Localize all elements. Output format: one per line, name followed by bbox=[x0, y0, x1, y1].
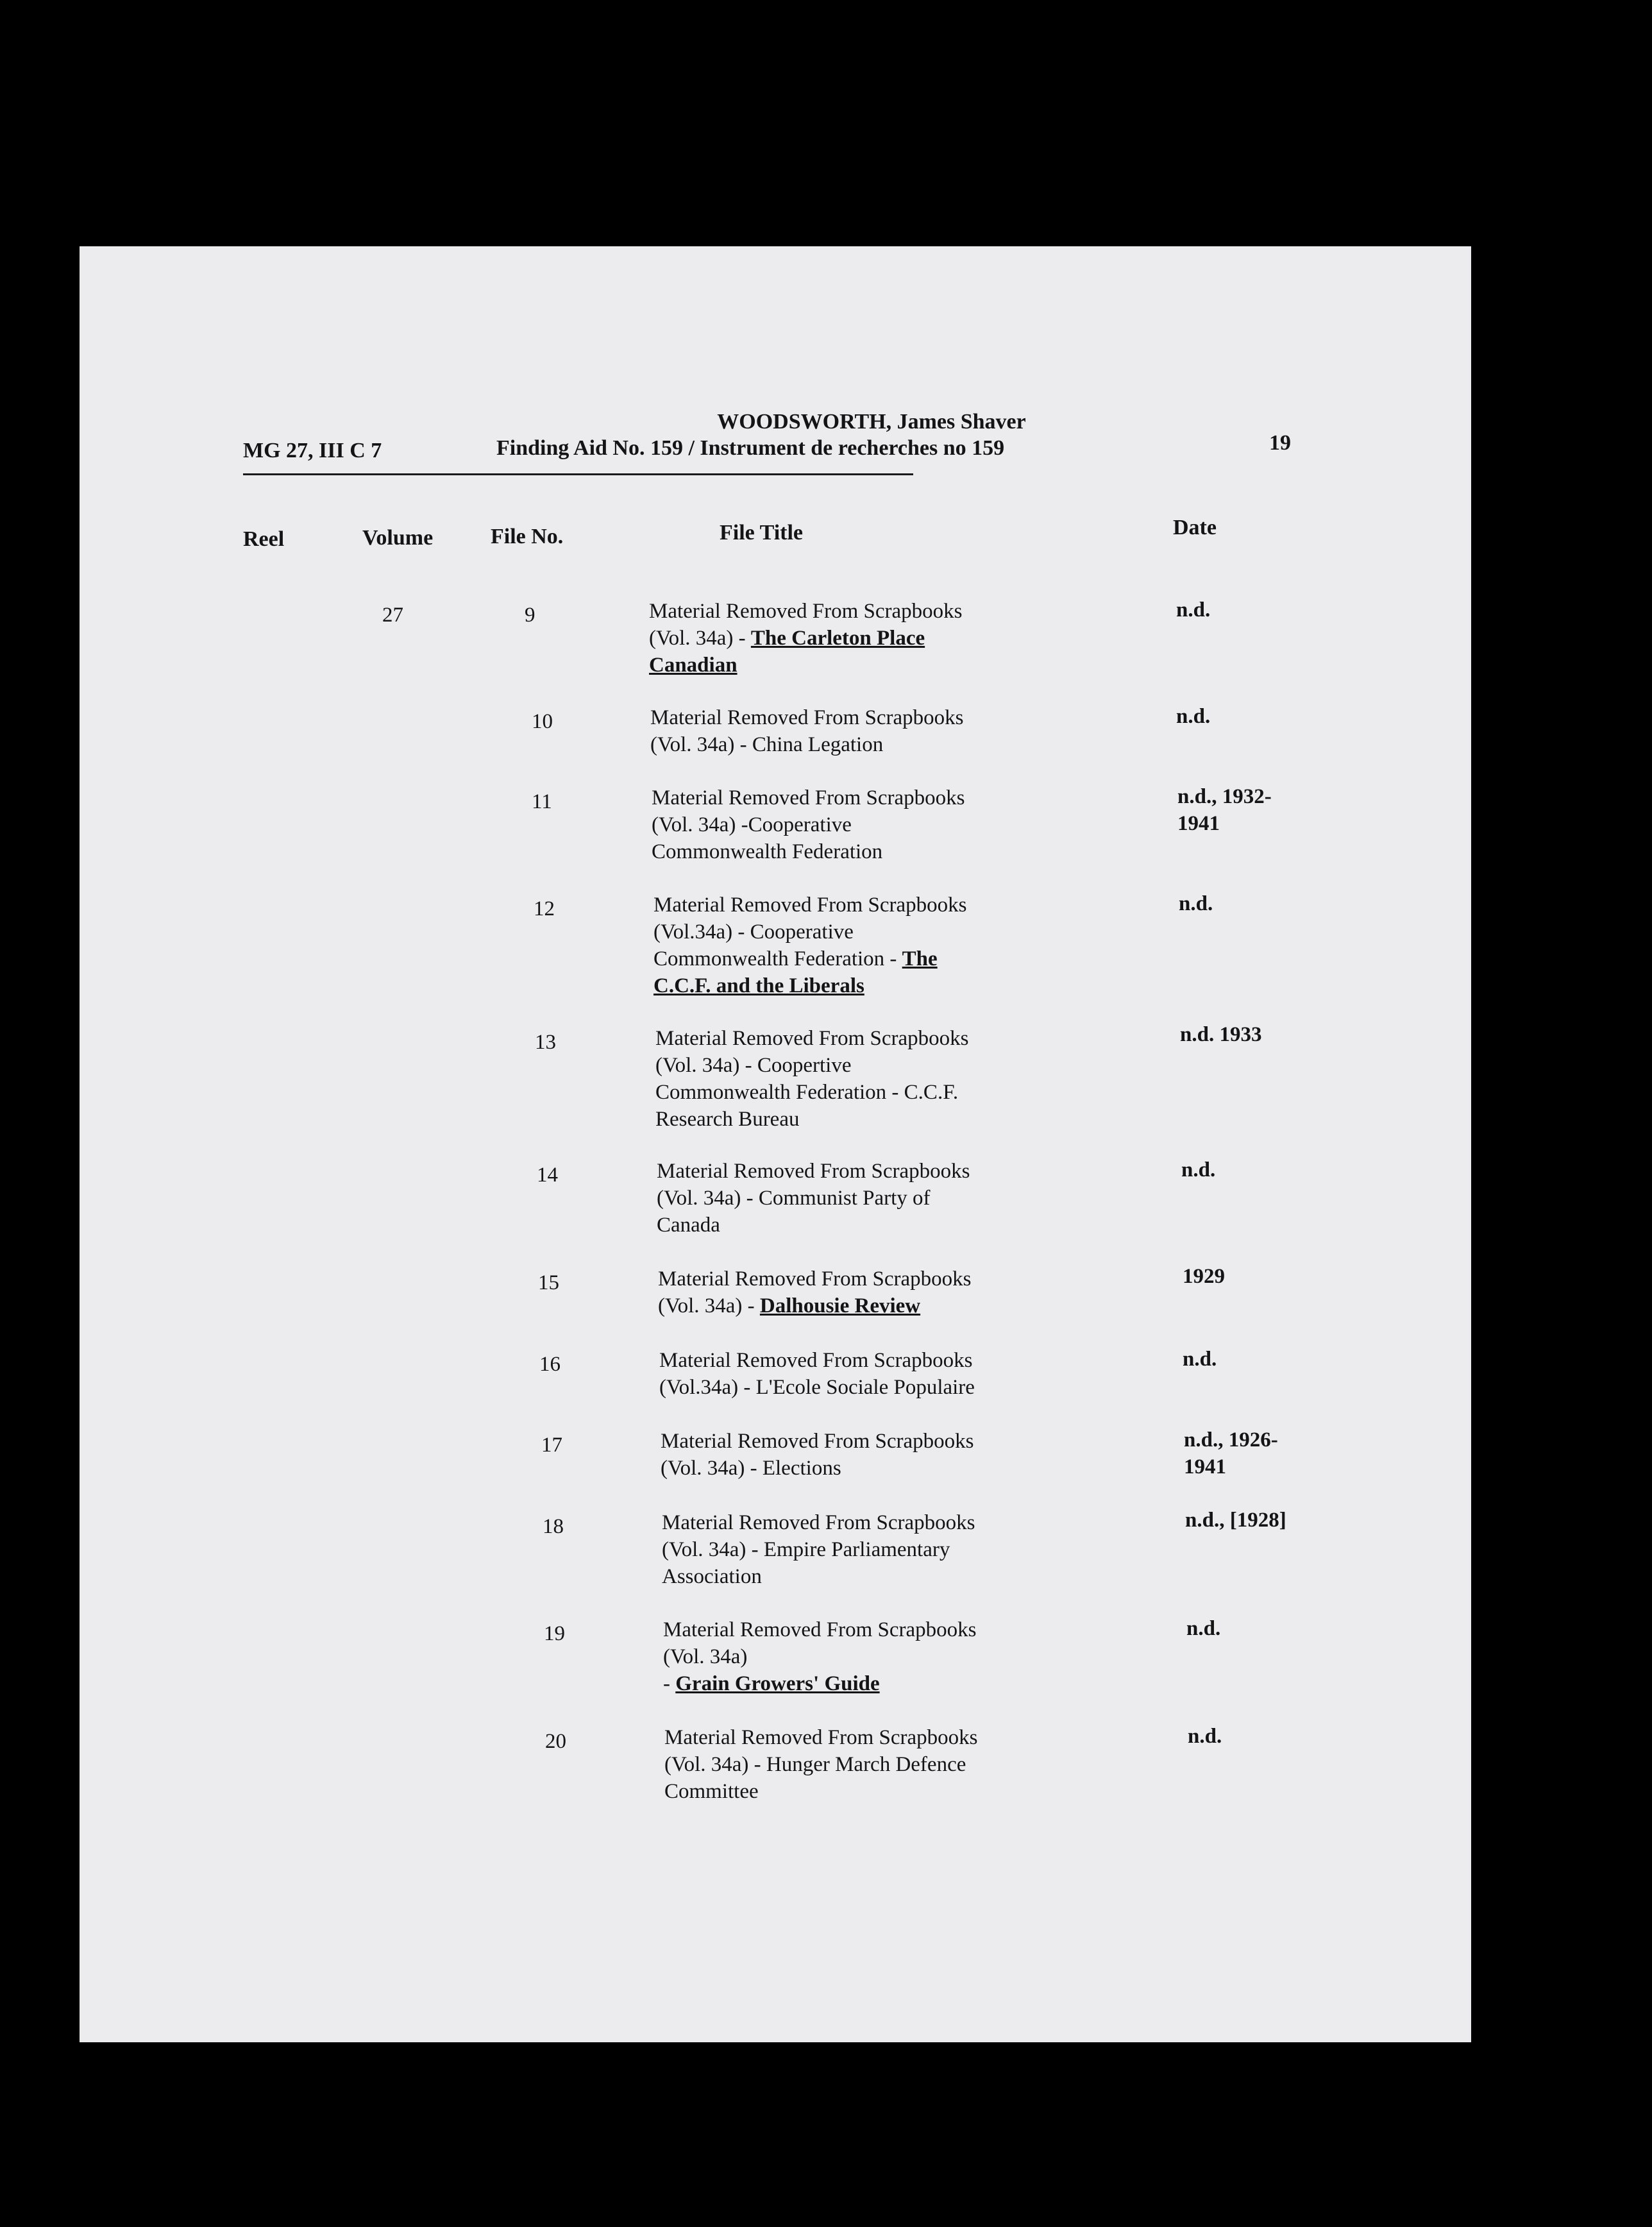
file-number: 16 bbox=[539, 1353, 560, 1376]
file-date bbox=[1179, 890, 1320, 917]
date-text: n.d., 1932- bbox=[1177, 785, 1272, 808]
file-title-line bbox=[655, 1079, 1053, 1106]
title-text: Material Removed From Scrapbooks bbox=[657, 1160, 970, 1183]
date-text: n.d. bbox=[1179, 892, 1213, 915]
file-title-line bbox=[653, 972, 1051, 999]
date-text: 1941 bbox=[1177, 812, 1220, 835]
title-text: Material Removed From Scrapbooks bbox=[663, 1618, 977, 1641]
date-text: n.d. 1933 bbox=[1180, 1023, 1262, 1046]
file-title bbox=[664, 1724, 1062, 1805]
title-text: Material Removed From Scrapbooks bbox=[662, 1511, 975, 1534]
column-header-volume: Volume bbox=[362, 526, 434, 550]
file-number: 18 bbox=[543, 1515, 564, 1538]
title-text: (Vol. 34a) bbox=[663, 1645, 748, 1668]
file-title-line bbox=[652, 838, 1049, 865]
file-title-line bbox=[664, 1724, 1062, 1751]
file-date bbox=[1184, 1427, 1325, 1480]
file-title-line bbox=[657, 1212, 1054, 1239]
finding-aid-title: Finding Aid No. 159 / Instrument de recherches no 159 bbox=[496, 436, 1005, 460]
file-date bbox=[1186, 1615, 1328, 1642]
file-title-line bbox=[662, 1509, 1059, 1536]
file-title bbox=[661, 1428, 1058, 1482]
file-title-line bbox=[653, 919, 1051, 945]
file-title bbox=[650, 704, 1048, 758]
file-title-line bbox=[652, 811, 1049, 838]
title-text: Material Removed From Scrapbooks bbox=[653, 893, 967, 917]
file-title bbox=[653, 892, 1051, 999]
date-text: n.d. bbox=[1176, 705, 1211, 728]
file-date bbox=[1176, 703, 1317, 730]
column-header-date: Date bbox=[1173, 516, 1217, 539]
date-text: n.d. bbox=[1181, 1158, 1216, 1181]
publication-title: Dalhousie Review bbox=[759, 1294, 921, 1317]
file-title bbox=[657, 1158, 1054, 1239]
date-text: n.d. bbox=[1188, 1725, 1222, 1748]
file-title-line bbox=[663, 1616, 1061, 1643]
collection-reference: MG 27, III C 7 bbox=[243, 439, 382, 462]
date-text: n.d. bbox=[1176, 598, 1211, 622]
publication-title: C.C.F. and the Liberals bbox=[653, 974, 864, 997]
file-number: 15 bbox=[538, 1271, 559, 1294]
file-title-line bbox=[663, 1670, 1061, 1697]
file-title-line bbox=[649, 625, 1047, 652]
title-text: (Vol. 34a) - Elections bbox=[661, 1457, 841, 1480]
file-title-line bbox=[652, 784, 1049, 811]
publication-title: The Carleton Place bbox=[750, 627, 925, 650]
title-text: (Vol. 34a) - Empire Parliamentary bbox=[662, 1538, 950, 1561]
column-header-reel: Reel bbox=[243, 527, 285, 551]
file-title-line bbox=[655, 1025, 1053, 1052]
file-title-line bbox=[657, 1185, 1054, 1212]
file-title-line bbox=[659, 1374, 1057, 1401]
file-date bbox=[1181, 1156, 1322, 1183]
file-title-line bbox=[657, 1158, 1054, 1185]
file-title bbox=[655, 1025, 1053, 1133]
file-number: 14 bbox=[537, 1164, 558, 1187]
file-title-line bbox=[658, 1266, 1056, 1292]
file-number: 20 bbox=[545, 1730, 566, 1753]
file-title-line bbox=[661, 1455, 1058, 1482]
title-text: Material Removed From Scrapbooks bbox=[650, 706, 964, 729]
date-text: n.d., [1928] bbox=[1185, 1509, 1286, 1532]
file-title-line bbox=[650, 704, 1048, 731]
title-text: (Vol. 34a) - China Legation bbox=[650, 733, 884, 756]
file-title-line bbox=[662, 1563, 1059, 1590]
column-header-file-title: File Title bbox=[720, 521, 804, 545]
fonds-name: WOODSWORTH, James Shaver bbox=[717, 410, 1026, 434]
date-text: n.d., 1926- bbox=[1184, 1428, 1278, 1452]
file-title-line bbox=[650, 731, 1048, 758]
file-title-line bbox=[664, 1751, 1062, 1778]
title-text: (Vol. 34a) - Hunger March Defence bbox=[664, 1753, 966, 1776]
title-text: Material Removed From Scrapbooks bbox=[661, 1430, 974, 1453]
column-header-file-no: File No. bbox=[491, 525, 564, 548]
date-text: 1941 bbox=[1184, 1455, 1226, 1478]
file-date bbox=[1183, 1346, 1324, 1373]
file-title-line bbox=[664, 1778, 1062, 1805]
title-text: (Vol. 34a) - bbox=[658, 1294, 760, 1317]
date-text: n.d. bbox=[1183, 1348, 1217, 1371]
title-text: Material Removed From Scrapbooks bbox=[664, 1726, 978, 1749]
file-number: 11 bbox=[532, 790, 552, 813]
title-text: Commonwealth Federation - C.C.F. bbox=[655, 1081, 959, 1104]
date-text: 1929 bbox=[1183, 1265, 1225, 1288]
file-title-line bbox=[659, 1347, 1057, 1374]
title-text: - bbox=[663, 1672, 676, 1695]
publication-title: Grain Growers' Guide bbox=[675, 1672, 880, 1695]
publication-title: Canadian bbox=[649, 654, 738, 677]
file-date bbox=[1176, 597, 1317, 623]
title-text: Material Removed From Scrapbooks bbox=[655, 1027, 969, 1050]
file-title-line bbox=[655, 1052, 1053, 1079]
file-number: 9 bbox=[525, 604, 535, 627]
document-page bbox=[80, 246, 1471, 2042]
file-title bbox=[658, 1266, 1056, 1319]
title-text: (Vol. 34a) - Coopertive bbox=[655, 1054, 852, 1077]
title-text: Commonwealth Federation bbox=[652, 840, 883, 863]
file-date bbox=[1185, 1507, 1326, 1534]
file-title-line bbox=[649, 652, 1047, 679]
file-number: 17 bbox=[541, 1434, 562, 1457]
file-title-line bbox=[649, 598, 1047, 625]
file-title bbox=[652, 784, 1049, 865]
title-text: Association bbox=[662, 1565, 762, 1588]
file-title bbox=[663, 1616, 1061, 1697]
title-text: (Vol. 34a) - bbox=[649, 627, 751, 650]
title-text: Canada bbox=[657, 1214, 720, 1237]
title-text: (Vol.34a) - L'Ecole Sociale Populaire bbox=[659, 1376, 975, 1399]
file-title-line bbox=[662, 1536, 1059, 1563]
title-text: Commonwealth Federation - bbox=[653, 947, 902, 970]
title-text: (Vol.34a) - Cooperative bbox=[653, 920, 854, 944]
file-title-line bbox=[663, 1643, 1061, 1670]
title-text: Material Removed From Scrapbooks bbox=[659, 1349, 973, 1372]
title-text: Material Removed From Scrapbooks bbox=[652, 786, 965, 809]
file-title bbox=[659, 1347, 1057, 1401]
file-date bbox=[1177, 783, 1319, 837]
file-title-line bbox=[653, 892, 1051, 919]
file-date bbox=[1188, 1723, 1329, 1750]
file-number: 13 bbox=[535, 1031, 556, 1054]
page-number: 19 bbox=[1269, 431, 1291, 455]
file-title-line bbox=[658, 1292, 1056, 1319]
file-number: 10 bbox=[532, 710, 553, 733]
file-title-line bbox=[653, 945, 1051, 972]
file-title-line bbox=[661, 1428, 1058, 1455]
title-text: Research Bureau bbox=[655, 1108, 800, 1131]
file-date bbox=[1183, 1263, 1324, 1290]
file-date bbox=[1180, 1021, 1321, 1048]
title-text: Material Removed From Scrapbooks bbox=[658, 1267, 972, 1291]
date-text: n.d. bbox=[1186, 1617, 1221, 1640]
file-title bbox=[649, 598, 1047, 679]
volume-number: 27 bbox=[382, 604, 403, 627]
file-title-line bbox=[655, 1106, 1053, 1133]
title-text: Committee bbox=[664, 1780, 759, 1803]
file-number: 12 bbox=[534, 897, 555, 920]
title-text: Material Removed From Scrapbooks bbox=[649, 600, 963, 623]
title-text: (Vol. 34a) -Cooperative bbox=[652, 813, 852, 836]
file-title bbox=[662, 1509, 1059, 1590]
file-number: 19 bbox=[544, 1622, 565, 1645]
publication-title: The bbox=[902, 947, 938, 970]
title-text: (Vol. 34a) - Communist Party of bbox=[657, 1187, 931, 1210]
header-rule bbox=[243, 473, 913, 475]
